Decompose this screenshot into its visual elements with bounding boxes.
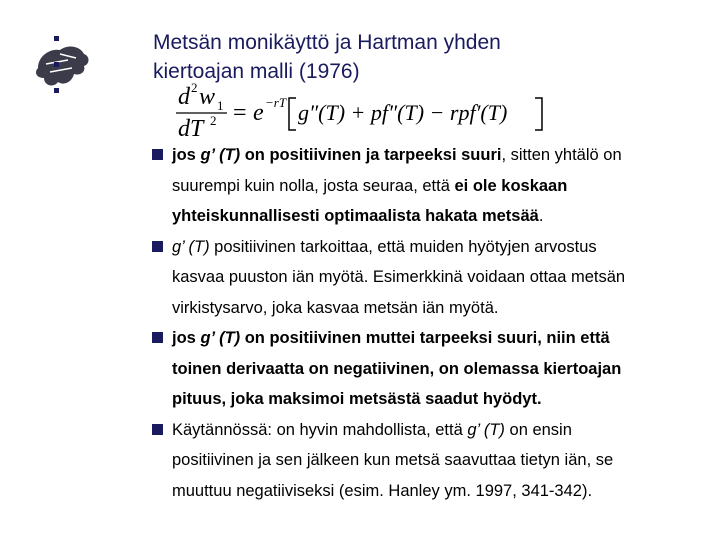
bullet-text-segment: g’ (T) xyxy=(200,329,241,347)
bullet-text-segment: . xyxy=(538,207,544,225)
bullet-item xyxy=(152,232,712,324)
bullet-text-line xyxy=(172,262,712,293)
bullet-text-segment: on ensin xyxy=(504,420,572,439)
bullet-text-line xyxy=(172,232,712,263)
square-bullet-icon xyxy=(152,424,163,435)
bullet-text-segment: on positiivinen muttei tarpeeksi suuri, niin että xyxy=(240,329,610,347)
bullet-text-segment: positiivinen tarkoittaa, että muiden hyötyjen arvostus xyxy=(209,237,597,256)
bullet-text-line xyxy=(172,140,712,171)
bullet-text-line xyxy=(172,171,712,202)
bullet-text-segment: ei ole koskaan xyxy=(454,176,568,195)
bullet-text-segment: kasvaa puuston iän myötä. Esimerkkinä voidaan ottaa metsän xyxy=(172,268,626,286)
marker-dot xyxy=(54,36,59,41)
formula-d: d xyxy=(178,84,190,110)
bullet-text-line xyxy=(172,476,712,507)
bullet-text-segment: g’ (T) xyxy=(467,420,505,439)
bullet-text-line xyxy=(172,445,712,476)
formula-w-subscript: 1 xyxy=(217,98,224,113)
title-line-1: Metsän monikäyttö ja Hartman yhden xyxy=(153,31,501,54)
logo-marker-dots xyxy=(54,36,59,114)
bullet-text-segment: Käytännössä: on hyvin mahdollista, että xyxy=(172,420,468,439)
bullet-item xyxy=(152,415,712,507)
formula-equals: = xyxy=(233,100,247,126)
bullet-text-segment: suurempi kuin nolla, josta seuraa, että xyxy=(172,176,455,195)
formula-dT-exponent: 2 xyxy=(210,113,217,128)
bullet-text-segment: jos xyxy=(172,329,201,347)
left-bracket xyxy=(289,98,296,130)
square-bullet-icon xyxy=(152,332,163,343)
bullet-text-segment: on positiivinen ja tarpeeksi suuri xyxy=(240,146,502,164)
square-bullet-icon xyxy=(152,149,163,160)
bullet-text-segment: , sitten yhtälö on xyxy=(501,146,622,164)
bullet-text-segment: g’ (T) xyxy=(200,146,241,164)
bullet-text-line xyxy=(172,415,712,446)
square-bullet-icon xyxy=(152,241,163,252)
bullet-text-segment: jos xyxy=(172,146,201,164)
bullet-text-line xyxy=(172,201,712,232)
bullet-text-line xyxy=(172,323,712,354)
bullet-text-line xyxy=(172,293,712,324)
formula-d-exponent: 2 xyxy=(191,80,198,95)
bullet-text-segment: muuttuu negatiiviseksi (esim. Hanley ym. 1997, 341-342). xyxy=(172,481,593,500)
bullet-list xyxy=(152,140,712,506)
formula-e: e xyxy=(253,100,264,126)
bullet-item xyxy=(152,140,712,232)
bullet-text-segment: g’ (T) xyxy=(172,237,210,256)
bullet-text-line xyxy=(172,384,712,415)
formula-w: w xyxy=(199,84,216,110)
bullet-text-segment: virkistysarvo, joka kasvaa metsän iän myötä. xyxy=(172,298,499,317)
bullet-text-segment: pituus, joka maksimoi metsästä saadut hyödyt. xyxy=(172,390,542,408)
bullet-text-segment: positiivinen ja sen jälkeen kun metsä saavuttaa tietyn iän, se xyxy=(172,451,614,469)
bullet-text-segment: yhteiskunnallisesti optimaalista hakata metsää xyxy=(172,207,539,225)
university-lion-logo-icon xyxy=(24,30,94,100)
marker-dot xyxy=(54,88,59,93)
bullet-text-segment: toinen derivaatta on negatiivinen, on olemassa kiertoajan xyxy=(172,359,622,378)
marker-dot xyxy=(54,62,59,67)
bullet-text-line xyxy=(172,354,712,385)
formula-e-exponent: −rT xyxy=(265,95,287,110)
slide-title xyxy=(153,28,693,86)
formula-dT: dT xyxy=(178,116,204,142)
bullet-item xyxy=(152,323,712,415)
right-bracket xyxy=(535,98,542,130)
title-line-2: kiertoajan malli (1976) xyxy=(153,60,360,83)
formula-bracket-content: g″(T) + pf″(T) − rpf′(T) xyxy=(298,100,508,125)
second-derivative-formula xyxy=(170,80,560,142)
